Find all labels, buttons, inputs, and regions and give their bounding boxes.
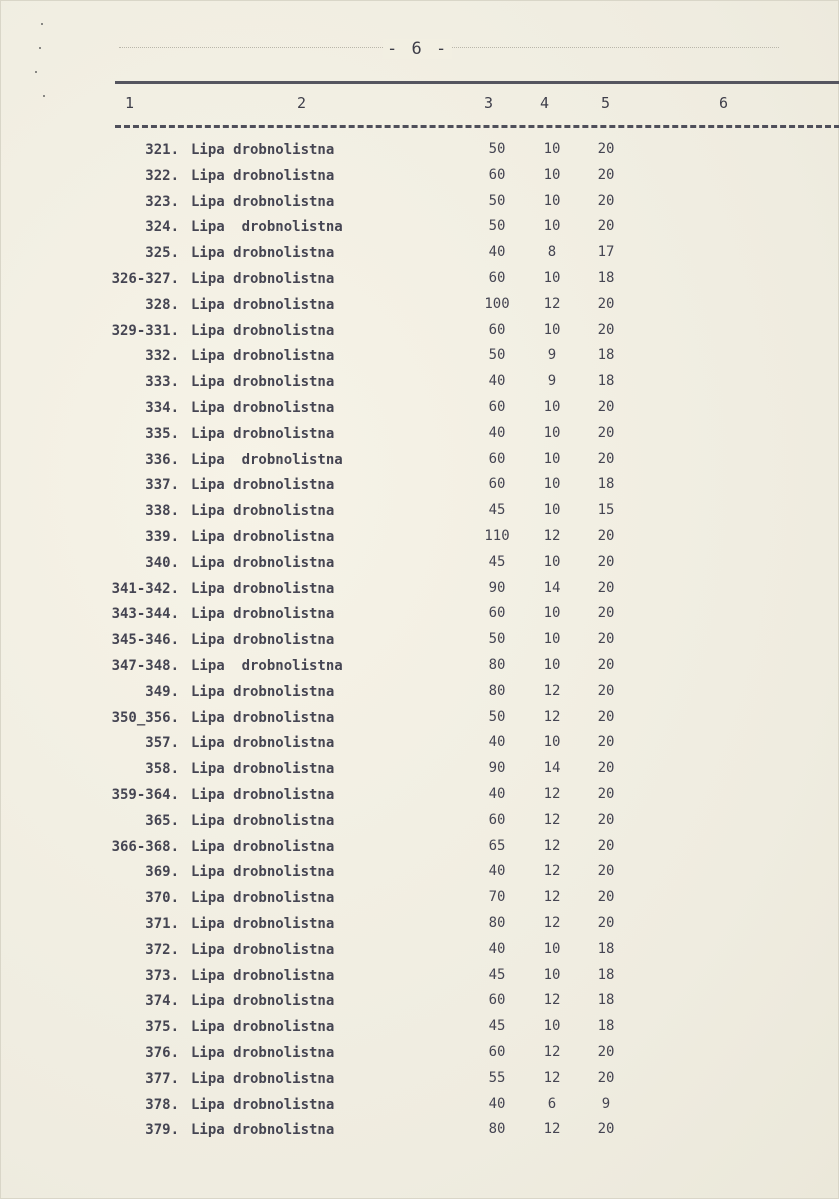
species-name: Lipa drobnolistna [191,709,335,726]
value-col-5: 18 [597,476,615,493]
row-number: 328. [145,296,179,313]
value-col-4: 12 [543,528,561,544]
value-col-3: 80 [488,657,506,673]
value-col-5: 20 [597,605,615,622]
value-col-3: 45 [488,502,506,519]
species-name: Lipa drobnolistna [191,529,335,545]
table-row [1,988,839,1014]
value-col-5: 20 [597,734,615,751]
species-name: Lipa drobnolistna [191,787,335,803]
value-col-4: 10 [543,141,561,157]
value-col-4: 12 [543,837,561,854]
table-row [1,189,839,215]
table-row [1,705,839,731]
value-col-4: 12 [543,992,561,1009]
table-row [1,679,839,705]
table-row [1,214,839,240]
row-number: 350_356. [111,709,179,726]
value-col-5: 20 [597,192,615,209]
species-name: Lipa drobnolistna [191,451,343,468]
value-col-5: 20 [597,528,615,544]
species-name: Lipa drobnolistna [191,1019,335,1036]
species-name: Lipa drobnolistna [191,606,335,623]
table-row [1,343,839,369]
species-name: Lipa drobnolistna [191,219,343,236]
value-col-4: 9 [547,347,557,364]
species-name: Lipa drobnolistna [191,838,335,855]
value-col-5: 20 [597,218,615,235]
row-number: 366-368. [111,838,179,855]
table-row [1,859,839,885]
value-col-5: 17 [597,244,615,261]
value-col-3: 40 [488,244,506,261]
value-col-5: 18 [597,966,615,983]
species-name: Lipa drobnolistna [191,941,335,958]
table-row [1,963,839,989]
table-row [1,782,839,808]
species-name: Lipa drobnolistna [191,142,335,158]
value-col-4: 10 [543,166,561,183]
value-col-5: 20 [597,786,615,802]
species-name: Lipa drobnolistna [191,503,335,520]
row-number: 338. [145,503,179,520]
value-col-5: 20 [597,424,615,441]
table-row [1,730,839,756]
value-col-4: 12 [543,863,561,880]
value-col-4: 10 [543,270,561,286]
value-col-3: 50 [488,218,506,235]
table-row [1,653,839,679]
value-col-4: 10 [543,424,561,441]
table-row [1,756,839,782]
value-col-4: 12 [543,682,561,699]
species-name: Lipa drobnolistna [191,864,335,881]
value-col-5: 20 [597,1069,615,1086]
value-col-3: 50 [488,192,506,209]
species-name: Lipa drobnolistna [191,632,335,649]
species-name: Lipa drobnolistna [191,1045,335,1061]
value-col-4: 12 [543,295,561,312]
value-col-5: 15 [597,502,615,519]
species-name: Lipa drobnolistna [191,425,335,442]
value-col-4: 10 [543,657,561,673]
species-name: Lipa drobnolistna [191,658,343,674]
table-row [1,292,839,318]
table-row [1,576,839,602]
value-col-4: 10 [543,399,561,415]
row-number: 347-348. [111,658,179,674]
page-number: - 6 - [383,39,452,59]
table-row [1,1014,839,1040]
row-number: 365. [145,812,179,829]
value-col-5: 18 [597,373,615,390]
table-row [1,266,839,292]
species-name: Lipa drobnolistna [191,245,335,262]
species-name: Lipa drobnolistna [191,993,335,1010]
value-col-3: 40 [488,424,506,441]
table-row [1,524,839,550]
species-name: Lipa drobnolistna [191,890,335,907]
value-col-4: 12 [543,1044,561,1060]
value-col-3: 45 [488,966,506,983]
value-col-3: 60 [488,811,506,828]
species-name: Lipa drobnolistna [191,967,335,984]
row-number: 335. [145,425,179,442]
value-col-5: 20 [597,708,615,725]
table-row [1,834,839,860]
value-col-4: 12 [543,915,561,931]
value-col-5: 20 [597,863,615,880]
value-col-5: 18 [597,270,615,286]
value-col-4: 10 [543,476,561,493]
value-col-3: 40 [488,786,506,802]
value-col-3: 55 [488,1069,506,1086]
table-row [1,911,839,937]
row-number: 341-342. [111,580,179,597]
table-row [1,1066,839,1092]
value-col-4: 10 [543,734,561,751]
species-name: Lipa drobnolistna [191,761,335,778]
species-name: Lipa drobnolistna [191,296,335,313]
table-row [1,240,839,266]
species-name: Lipa drobnolistna [191,916,335,932]
value-col-3: 50 [488,347,506,364]
species-name: Lipa drobnolistna [191,167,335,184]
row-number: 349. [145,683,179,700]
value-col-4: 10 [543,321,561,338]
value-col-4: 10 [543,966,561,983]
row-number: 376. [145,1045,179,1061]
row-number: 333. [145,374,179,391]
species-name: Lipa drobnolistna [191,477,335,494]
value-col-3: 80 [488,1121,506,1138]
value-col-5: 20 [597,889,615,906]
row-number: 369. [145,864,179,881]
value-col-5: 20 [597,915,615,931]
value-col-4: 10 [543,631,561,648]
value-col-4: 12 [543,889,561,906]
value-col-3: 50 [488,708,506,725]
column-header-1: 1 [125,94,135,112]
value-col-3: 80 [488,682,506,699]
value-col-5: 20 [597,1121,615,1138]
value-col-5: 9 [601,1095,611,1112]
value-col-3: 50 [488,631,506,648]
row-number: 372. [145,941,179,958]
value-col-3: 60 [488,1044,506,1060]
column-header-4: 4 [540,94,550,112]
row-number: 323. [145,193,179,210]
row-number: 324. [145,219,179,236]
species-name: Lipa drobnolistna [191,554,335,571]
species-name: Lipa drobnolistna [191,1070,335,1087]
row-number: 377. [145,1070,179,1087]
value-col-3: 40 [488,940,506,957]
table-row [1,498,839,524]
column-header-3: 3 [484,94,494,112]
value-col-4: 10 [543,192,561,209]
table-row [1,1117,839,1143]
row-number: 345-346. [111,632,179,649]
value-col-4: 8 [547,244,557,261]
column-header-6: 6 [719,94,729,112]
species-name: Lipa drobnolistna [191,348,335,365]
row-number: 370. [145,890,179,907]
value-col-3: 40 [488,373,506,390]
value-col-4: 10 [543,502,561,519]
value-col-4: 12 [543,1121,561,1138]
value-col-3: 45 [488,553,506,570]
table-row [1,601,839,627]
row-number: 332. [145,348,179,365]
value-col-3: 65 [488,837,506,854]
value-col-4: 12 [543,1069,561,1086]
table-row [1,447,839,473]
value-col-3: 60 [488,476,506,493]
value-col-3: 40 [488,734,506,751]
value-col-4: 10 [543,450,561,467]
value-col-4: 10 [543,553,561,570]
row-number: 321. [145,142,179,158]
species-name: Lipa drobnolistna [191,193,335,210]
row-number: 329-331. [111,322,179,339]
table-row [1,627,839,653]
column-header-2: 2 [297,94,307,112]
value-col-3: 60 [488,992,506,1009]
row-number: 358. [145,761,179,778]
row-number: 359-364. [111,787,179,803]
value-col-4: 12 [543,708,561,725]
value-col-4: 14 [543,760,561,777]
value-col-3: 60 [488,321,506,338]
value-col-5: 20 [597,321,615,338]
row-number: 334. [145,400,179,416]
species-name: Lipa drobnolistna [191,683,335,700]
row-number: 322. [145,167,179,184]
row-number: 375. [145,1019,179,1036]
row-number: 340. [145,554,179,571]
value-col-3: 60 [488,450,506,467]
value-col-4: 10 [543,218,561,235]
value-col-4: 14 [543,579,561,596]
value-col-3: 90 [488,579,506,596]
value-col-3: 60 [488,399,506,415]
value-col-4: 12 [543,786,561,802]
value-col-4: 10 [543,1018,561,1035]
species-name: Lipa drobnolistna [191,374,335,391]
row-number: 371. [145,916,179,932]
value-col-3: 60 [488,605,506,622]
header-bottom-rule [115,125,839,128]
value-col-5: 18 [597,1018,615,1035]
table-row [1,885,839,911]
value-col-3: 60 [488,166,506,183]
species-name: Lipa drobnolistna [191,271,335,287]
species-name: Lipa drobnolistna [191,400,335,416]
value-col-5: 20 [597,837,615,854]
value-col-3: 60 [488,270,506,286]
species-name: Lipa drobnolistna [191,812,335,829]
table-row [1,395,839,421]
value-col-5: 20 [597,760,615,777]
table-row [1,1092,839,1118]
value-col-4: 10 [543,605,561,622]
value-col-4: 9 [547,373,557,390]
value-col-3: 40 [488,1095,506,1112]
value-col-5: 20 [597,166,615,183]
value-col-4: 6 [547,1095,557,1112]
table-row [1,137,839,163]
value-col-5: 20 [597,682,615,699]
species-name: Lipa drobnolistna [191,580,335,597]
row-number: 379. [145,1122,179,1139]
value-col-5: 18 [597,940,615,957]
table-row [1,808,839,834]
row-number: 343-344. [111,606,179,623]
row-number: 325. [145,245,179,262]
value-col-3: 90 [488,760,506,777]
value-col-3: 80 [488,915,506,931]
row-number: 339. [145,529,179,545]
value-col-3: 40 [488,863,506,880]
table-row [1,937,839,963]
row-number: 357. [145,735,179,752]
value-col-3: 70 [488,889,506,906]
row-number: 373. [145,967,179,984]
value-col-5: 20 [597,295,615,312]
species-name: Lipa drobnolistna [191,1096,335,1113]
value-col-3: 100 [484,295,510,312]
value-col-5: 20 [597,811,615,828]
value-col-5: 20 [597,579,615,596]
value-col-5: 20 [597,631,615,648]
value-col-5: 18 [597,992,615,1009]
species-name: Lipa drobnolistna [191,735,335,752]
column-header-5: 5 [601,94,611,112]
value-col-5: 20 [597,141,615,157]
value-col-5: 20 [597,1044,615,1060]
row-number: 336. [145,451,179,468]
table-row [1,163,839,189]
header-top-rule [115,81,839,84]
value-col-3: 50 [488,141,506,157]
value-col-5: 20 [597,399,615,415]
row-number: 378. [145,1096,179,1113]
table-row [1,472,839,498]
value-col-5: 20 [597,657,615,673]
value-col-5: 20 [597,553,615,570]
table-row [1,318,839,344]
value-col-3: 45 [488,1018,506,1035]
value-col-4: 12 [543,811,561,828]
species-name: Lipa drobnolistna [191,1122,335,1139]
row-number: 337. [145,477,179,494]
table-row [1,369,839,395]
species-name: Lipa drobnolistna [191,322,335,339]
value-col-3: 110 [484,528,510,544]
row-number: 326-327. [111,271,179,287]
table-row [1,1040,839,1066]
value-col-5: 18 [597,347,615,364]
row-number: 374. [145,993,179,1010]
table-row [1,421,839,447]
table-row [1,550,839,576]
value-col-4: 10 [543,940,561,957]
value-col-5: 20 [597,450,615,467]
